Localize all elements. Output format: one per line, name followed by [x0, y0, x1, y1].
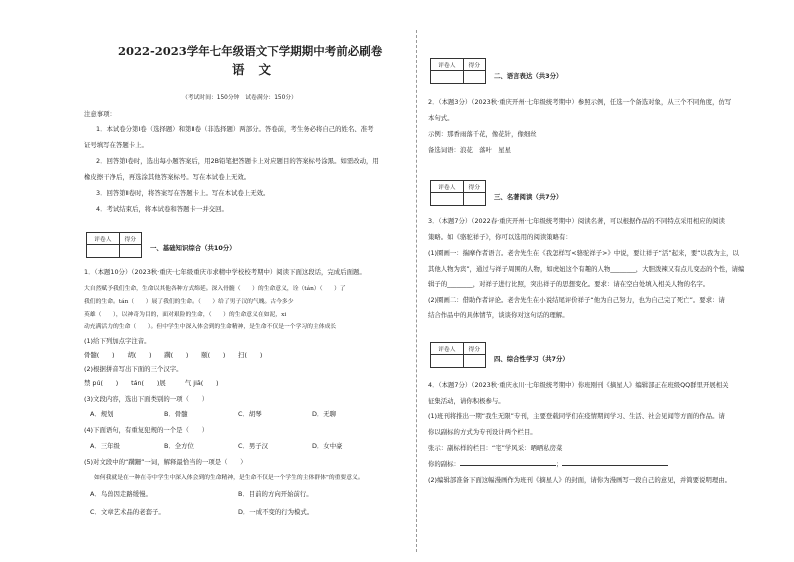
score-box-grader-label: 评卷人 [431, 343, 464, 355]
q3-stem: 3．（本题7分）（2022春·重庆开州·七年级统考期中）阅读名著，可以根据作品的不同特点采用相应的阅读 [428, 217, 725, 225]
q4-stem: 4．（本题7分）（2023秋·重庆永川·七年级统考期中）你班刚刊《摘星人》编辑部正在班级QQ群里开展相关 [428, 381, 729, 389]
q4-item2: (2)编辑部准备下面这幅漫画作为班刊《摘星人》的封面，请你为漫画写一段自己的意见，并简要说明理由。 [428, 476, 732, 484]
score-box-score-label: 得分 [463, 343, 485, 355]
score-box-score-label: 得分 [119, 233, 141, 245]
option: B．全方位 [164, 442, 194, 450]
q1-stem: 1．（本题10分）（2023秋·重庆·七年级重庆市求精中学校校考期中）阅读下面这段话，完成后面题。 [84, 268, 366, 276]
q4-item1-b: 你以副标的方式为专刊设计两个栏目。 [428, 428, 537, 436]
q1-sub4: (4)下面语句，有重复犯规的一个是（ ） [84, 426, 209, 434]
q1-sub2-answer: 禁 pú( ) tán( )展 气 jiā( ) [84, 379, 219, 387]
notes-heading: 注意事项： [84, 110, 116, 118]
section3-heading: 三、名著阅读（共7分） [494, 193, 563, 201]
exam-info: （考试时间：150分钟 试卷满分：150分） [182, 95, 297, 101]
q4-item1: (1)班刊将推出一期“我生无限”专刊，主要登载同学们在疫情期间学习、生活、社会见闻等方面的作品。请 [428, 412, 725, 420]
section4-heading: 四、综合性学习（共7分） [494, 355, 569, 363]
q1-sub1: (1)给下列加点字注音。 [84, 337, 151, 345]
note-item: 橡皮擦干净后，再选涂其他答案标号。写在本试卷上无效。 [84, 173, 251, 181]
option: D．无聊 [312, 410, 337, 418]
column-divider [416, 30, 417, 552]
score-box-score-label: 得分 [463, 181, 485, 193]
score-box-grader-label: 评卷人 [431, 59, 464, 71]
q2-candidates: 备选词语：浪花 落叶 星星 [428, 146, 512, 154]
option: A．鸟兽因走路缓慢。 [90, 490, 152, 498]
q4-your-columns: 你的副标： ； [428, 460, 668, 468]
option: C．男子汉 [238, 442, 269, 450]
q1-sub5: (5)对文段中的“蹒跚”一词，解释最恰当的一项是（ ） [84, 458, 247, 466]
answer-blank[interactable] [562, 465, 668, 466]
q4-your-columns-label: 你的副标： [428, 460, 460, 468]
q3-item2: (2)圈画二：借助作者评论。老舍先生在小说结尾评价祥子“他为自己努力，也为自己完了死亡”。要求：请 [428, 296, 725, 304]
passage-line: 英雄（ ），以神奇为目的，面对艰险的生命，（ ）的生命意义在如泥，xi [84, 312, 287, 318]
q3-item1: (1)圈画一：揣摩作者语言。老舍先生在《我怎样写<骆驼祥子>》中说，要让祥子“活”起来，要“以我为主，以 [428, 249, 739, 257]
q3-stem-cont: 策略。如《骆驼祥子》，你可以选用的阅读策略有： [428, 233, 572, 241]
option: B．目前的方向开始前行。 [238, 490, 313, 498]
q3-item1-c: 辑子的________，对祥子进行比照，突出祥子的思想变化。要求：请在空白处填入相关人物的名字。 [428, 280, 710, 288]
answer-blank[interactable] [460, 465, 556, 466]
score-box-grader-label: 评卷人 [431, 181, 464, 193]
q4-sample: 张示：副标样的栏目：“宅”学风采：晒晒私房菜 [428, 444, 563, 452]
section2-heading: 二、语言表达（共3分） [494, 72, 563, 80]
q2-stem-cont: 本句式。 [428, 114, 454, 122]
passage-line: 大自然赋予我们生命，生命以其他各种方式绵延。深入骨髓（ ）的生命意义，诠（tán）（ ）了 [84, 286, 346, 292]
score-box-score-label: 得分 [463, 59, 485, 71]
option: A．规划 [90, 410, 114, 418]
q2-stem: 2．（本题3分）（2023秋·重庆开州·七年级统考期中）参照示例，任选一个备选对象，从三个不同角度，仿写 [428, 98, 732, 106]
q2-example: 示例：那香雨落千花，像花针，像细丝 [428, 130, 537, 138]
q3-item2-b: 结合作品中的具体情节，谈谈你对这句话的理解。 [428, 311, 569, 319]
score-box [86, 232, 142, 258]
option: D．女中豪 [312, 442, 343, 450]
q1-sub5-note: 如何我就是在一种在寺中学生中深入体会到的生命精神，是生命不仅是一个学生的主体群体”的重要意义。 [94, 475, 364, 481]
q1-sub1-answer: 骨髓( ) 胡( ) 蹒( ) 颐( ) 扫( ) [84, 351, 263, 359]
score-box [430, 180, 486, 206]
note-item: 2．回答第Ⅰ卷时，选出每小题答案后，用2B铅笔把答题卡上对应题目的答案标号涂黑。如需改动，用 [96, 157, 379, 165]
exam-title: 2022-2023学年七年级语文下学期期中考前必刷卷 [118, 44, 383, 58]
q4-stem-cont: 征集活动，请你积极参与。 [428, 397, 505, 405]
score-box-grader-label: 评卷人 [87, 233, 120, 245]
note-item: 3．回答第Ⅱ卷时，将答案写在答题卡上。写在本试卷上无效。 [96, 189, 270, 197]
passage-line: 我们的生命。tán（ ）展了我们的生命。（ ）给了男子汉的气魄。古今多少 [84, 299, 294, 305]
q1-sub2: (2)根据拼音写出下面的三个汉字。 [84, 365, 183, 373]
option: C．文章艺术品的老套子。 [90, 508, 165, 516]
score-box [430, 342, 486, 368]
option: B．骨髓 [164, 410, 188, 418]
section1-heading: 一、基础知识综合（共10分） [150, 244, 236, 252]
q1-sub3: (3)文段内容，选出下面类别的一项（ ） [84, 395, 209, 403]
option: C．胡琴 [238, 410, 262, 418]
option: D．一成不变的行为模式。 [238, 508, 314, 516]
note-item: 1．本试卷分第Ⅰ卷（选择题）和第Ⅱ卷（非选择题）两部分。答卷前，考生务必将自己的姓名、准考 [96, 125, 374, 133]
note-item: 4．考试结束后，将本试卷和答题卡一并交回。 [96, 205, 228, 213]
q3-item1-b: 其他人物为宾”，通过与祥子周围的人物，如虎妞这个有趣的人物________，大胆泼辣又有点儿变态的个性，请编 [428, 265, 745, 273]
score-box [430, 58, 486, 84]
subject-title: 语文 [232, 62, 286, 77]
passage-line: 动充满活力的生命（ ）。但中学生中深入体会到的生命精神，是生命不仅是一个学习的主体成长 [84, 324, 337, 330]
note-item: 证号填写在答题卡上。 [84, 141, 148, 149]
option: A．三年级 [90, 442, 120, 450]
